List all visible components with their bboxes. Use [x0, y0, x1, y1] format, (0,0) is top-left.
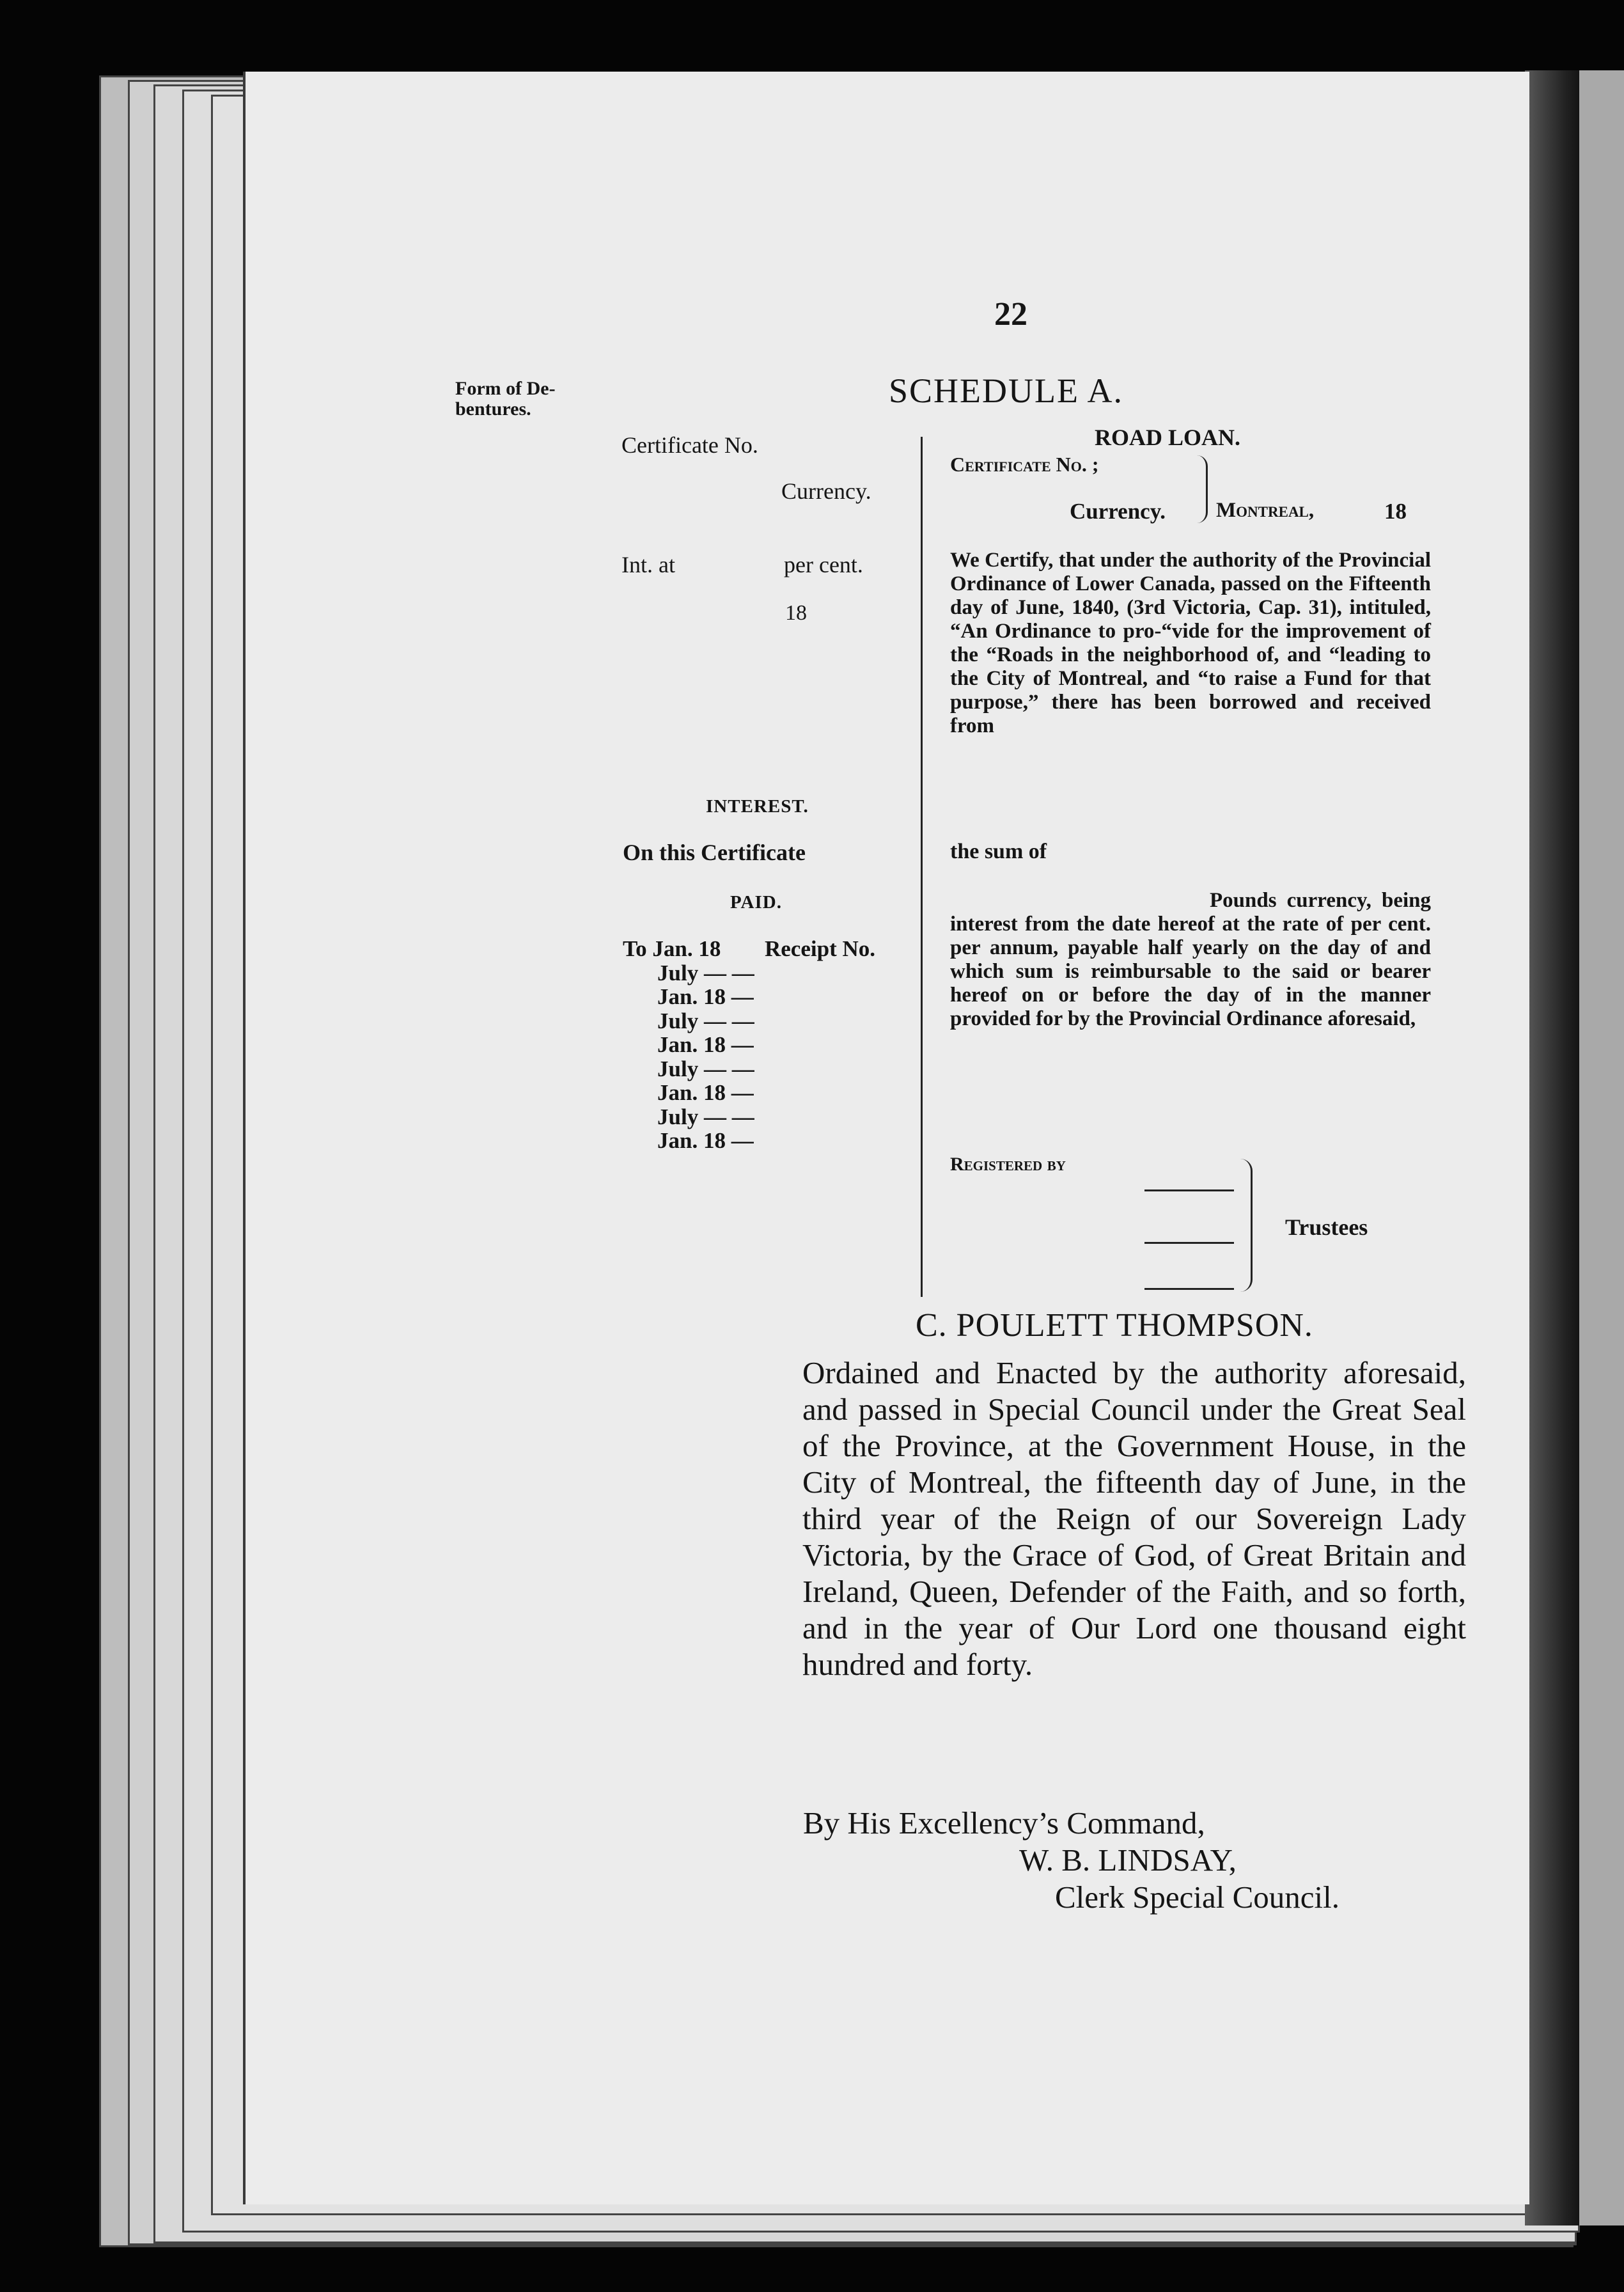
facing-page-edge — [1579, 70, 1624, 2225]
ledger-row-label: Jan. 18 — — [657, 1128, 754, 1153]
certify-paragraph: We Certify, that under the authority of the Provincial Ordinance of Lower Canada, passed on the Fifteenth day of June, 1840, (3rd Victoria, Cap. 31), intituled, “An Ordinance to pro-“vide for the improvement of the “Roads in the neighborhood of, and “leading to the City of Montreal, and “to raise a Fund for that purpose,” there has been borrowed and received from — [950, 549, 1431, 737]
right-currency: Currency. — [1070, 499, 1166, 524]
right-montreal: Montreal, — [1216, 499, 1315, 522]
ledger-row-label: July — — — [657, 960, 754, 985]
ledger-row — [623, 961, 917, 985]
interest-heading: INTEREST. — [706, 796, 809, 817]
ledger-row — [623, 1129, 917, 1153]
book-spine — [1525, 70, 1582, 2225]
clerk-title: Clerk Special Council. — [1055, 1880, 1339, 1915]
margin-note: Form of De- bentures. — [455, 378, 556, 420]
ledger-row — [623, 985, 917, 1009]
schedule-title: SCHEDULE A. — [889, 372, 1124, 410]
certificate-brace — [1197, 455, 1208, 523]
road-loan-title: ROAD LOAN. — [1095, 425, 1241, 450]
column-divider — [921, 437, 923, 1297]
paid-heading: PAID. — [730, 892, 782, 913]
ledger-receipt-header: Receipt No. — [765, 936, 876, 961]
ledger-row — [623, 1033, 917, 1057]
sum-of-label: the sum of — [950, 840, 1047, 863]
ledger-row-label: July — — — [657, 1056, 754, 1081]
clerk-name: W. B. LINDSAY, — [1019, 1842, 1237, 1878]
ordained-paragraph: Ordained and Enacted by the authority aforesaid, and passed in Special Council under the Great Seal of the Province, at the Government House, in the City of Montreal, the fifteenth day of June, in the third year of the Reign of our Sovereign Lady Victoria, by the Grace of God, of Great Britain and Ireland, Queen, Defender of the Faith, and so forth, and in the year of Our Lord one thousand eight hundred and forty. — [802, 1355, 1466, 1682]
pounds-paragraph: Pounds currency, being interest from the date hereof at the rate of per cent. per annum, payable half yearly on the day of and which sum is reimbursable to the said or bearer hereof on or before the day of in the manner provided for by the Provincial Ordinance aforesaid, — [950, 889, 1431, 1030]
trustees-brace — [1240, 1159, 1253, 1292]
ledger-header-row — [623, 937, 917, 961]
ledger-row — [623, 1105, 917, 1129]
command-line: By His Excellency’s Command, — [803, 1805, 1205, 1841]
left-currency: Currency. — [781, 478, 871, 504]
on-this-certificate: On this Certificate — [623, 840, 806, 865]
left-per-cent: per cent. — [784, 552, 863, 577]
page-number: 22 — [994, 296, 1027, 333]
ledger-row — [623, 1081, 917, 1105]
right-certificate-no: Certificate No. ; — [950, 453, 1099, 476]
ledger-row — [623, 1009, 917, 1033]
ledger-row-label: July — — — [657, 1008, 754, 1033]
left-certificate-no: Certificate No. — [621, 432, 758, 458]
trustee-signature-line[interactable] — [1144, 1242, 1234, 1244]
registered-by: Registered by — [950, 1154, 1066, 1175]
left-int-at: Int. at — [621, 552, 675, 577]
trustee-signature-line[interactable] — [1144, 1288, 1234, 1290]
trustee-signature-line[interactable] — [1144, 1189, 1234, 1191]
signature-name: C. POULETT THOMPSON. — [916, 1307, 1313, 1344]
ledger-row-label: Jan. 18 — — [657, 1032, 754, 1057]
ledger-date-header: To Jan. 18 — [623, 936, 721, 961]
ledger-row — [623, 1057, 917, 1081]
ledger-row-label: Jan. 18 — — [657, 984, 754, 1009]
interest-ledger — [623, 937, 917, 1153]
left-year: 18 — [785, 601, 807, 625]
ledger-row-label: Jan. 18 — — [657, 1080, 754, 1105]
trustees-label: Trustees — [1285, 1214, 1368, 1240]
right-year: 18 — [1384, 499, 1407, 524]
ledger-row-label: July — — — [657, 1104, 754, 1129]
